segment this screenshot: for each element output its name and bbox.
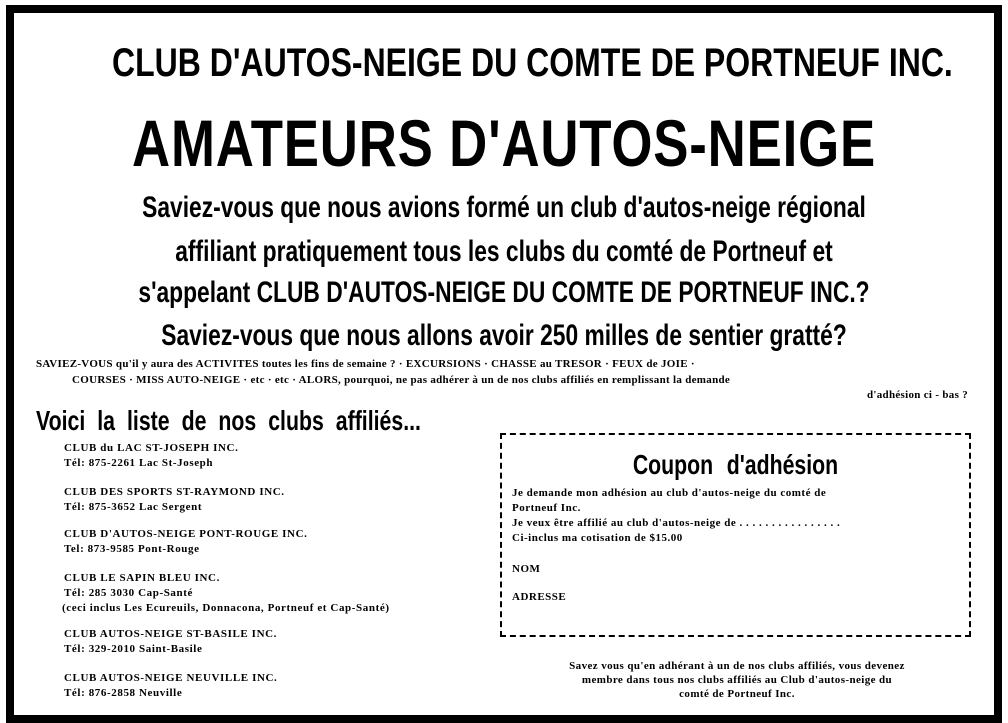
activities-line-2: COURSES · MISS AUTO-NEIGE · etc · etc · ALORS, pourquoi, ne pas adhérer à un de nos clubs affiliés en remplissant la demande — [72, 374, 731, 386]
club-name: CLUB D'AUTOS-NEIGE PONT-ROUGE INC. — [64, 528, 308, 540]
intro-line-1: Saviez-vous que nous avions formé un club d'autos-neige régional — [142, 191, 866, 224]
club-details: Tél: 329-2010 Saint-Basile — [64, 643, 203, 655]
coupon-line-1: Je demande mon adhésion au club d'autos-neige du comté de — [512, 487, 827, 499]
intro-line-2: affiliant pratiquement tous les clubs du comté de Portneuf et — [175, 235, 833, 268]
club-name: CLUB AUTOS-NEIGE ST-BASILE INC. — [64, 628, 278, 640]
adresse-label: ADRESSE — [512, 591, 567, 603]
activities-line-3: d'adhésion ci - bas ? — [866, 389, 968, 401]
club-name: CLUB AUTOS-NEIGE NEUVILLE INC. — [64, 672, 278, 684]
activities-line-1: SAVIEZ-VOUS qu'il y aura des ACTIVITES toutes les fins de semaine ? · EXCURSIONS · CHASSE au TRESOR · FEUX de JOIE · — [36, 358, 695, 370]
footer-line-1: Savez vous qu'en adhérant à un de nos clubs affiliés, vous devenez — [569, 660, 905, 672]
club-details: Tel: 873-9585 Pont-Rouge — [64, 543, 200, 555]
club-extra: (ceci inclus Les Ecureuils, Donnacona, Portneuf et Cap-Santé) — [62, 602, 390, 614]
club-name-header: CLUB D'AUTOS-NEIGE DU COMTE DE PORTNEUF INC. — [112, 41, 953, 85]
nom-label: NOM — [512, 563, 541, 575]
club-entry — [64, 527, 308, 557]
coupon-line-2: Portneuf Inc. — [512, 502, 581, 514]
membership-coupon — [500, 433, 971, 637]
club-entry — [64, 627, 277, 657]
club-entry — [64, 671, 277, 701]
coupon-footer — [502, 659, 972, 701]
club-name: CLUB LE SAPIN BLEU INC. — [64, 572, 220, 584]
club-details: Tél: 876-2858 Neuville — [64, 687, 183, 699]
advertisement-frame — [6, 5, 1002, 723]
club-entry — [64, 441, 238, 471]
club-details: Tél: 285 3030 Cap-Santé — [64, 587, 193, 599]
intro-line-4: Saviez-vous que nous allons avoir 250 milles de sentier gratté? — [161, 319, 847, 352]
clubs-heading: Voici la liste de nos clubs affiliés... — [36, 405, 421, 436]
intro-line-3: s'appelant CLUB D'AUTOS-NEIGE DU COMTE DE PORTNEUF INC.? — [138, 276, 870, 309]
club-name: CLUB du LAC ST-JOSEPH INC. — [64, 442, 239, 454]
club-entry — [64, 485, 285, 515]
footer-line-2: membre dans tous nos clubs affiliés au Club d'autos-neige du — [581, 674, 893, 686]
coupon-line-3: Je veux être affilié au club d'autos-neige de . . . . . . . . . . . . . . . . — [512, 517, 841, 529]
club-name: CLUB DES SPORTS ST-RAYMOND INC. — [64, 486, 285, 498]
club-details: Tél: 875-3652 Lac Sergent — [64, 501, 203, 513]
coupon-line-4: Ci-inclus ma cotisation de $15.00 — [512, 532, 683, 544]
footer-line-3: comté de Portneuf Inc. — [679, 688, 795, 700]
club-details: Tél: 875-2261 Lac St-Joseph — [64, 457, 214, 469]
club-entry — [64, 571, 390, 616]
headline: AMATEURS D'AUTOS-NEIGE — [132, 106, 876, 180]
coupon-title: Coupon d'adhésion — [632, 449, 839, 480]
